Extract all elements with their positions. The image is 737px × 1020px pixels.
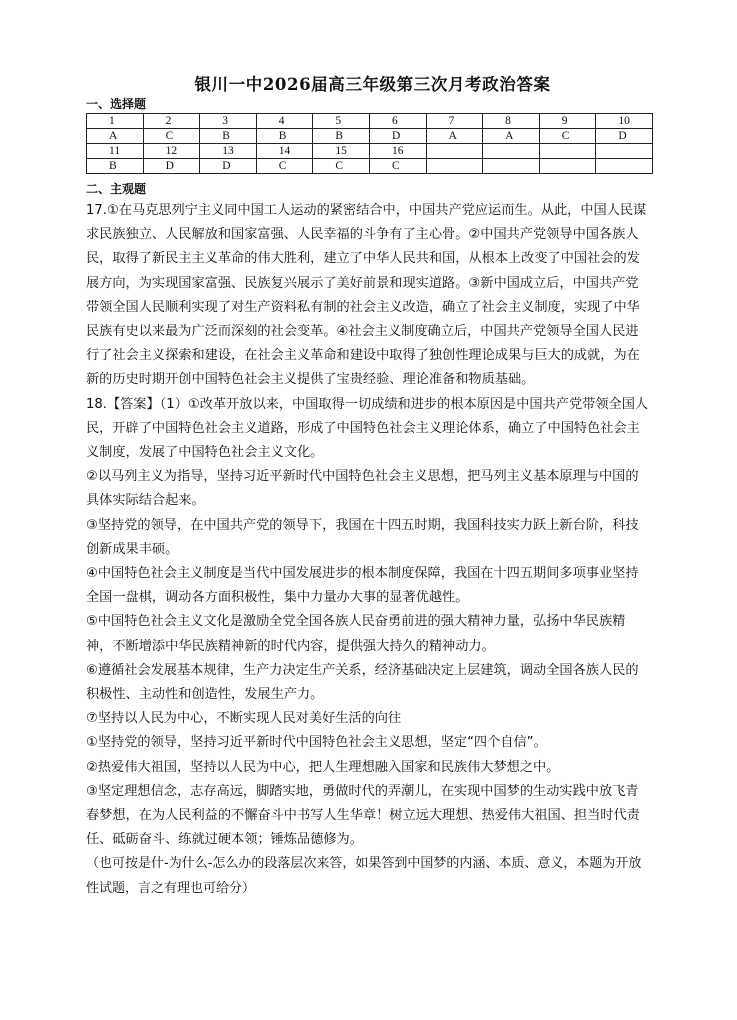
answer-table-cell: A [87, 129, 144, 144]
answer-table-cell: 7 [426, 114, 483, 129]
answer-table-cell: C [369, 159, 426, 174]
answer-table-row [87, 144, 653, 159]
answer-table-row [87, 159, 653, 174]
answer-table-cell: A [483, 129, 540, 144]
answer-table-row [87, 114, 653, 129]
answer-table-cell: 8 [483, 114, 540, 129]
answer-paragraph: ③坚持党的领导，在中国共产党的领导下，我国在十四五时期，我国科技实力跃上新台阶，科技创新成果丰硕。 [86, 517, 639, 557]
answer-table-cell: C [143, 129, 200, 144]
answer-table-cell [539, 144, 596, 159]
answer-table-cell [426, 144, 483, 159]
answer-table-cell: C [313, 159, 370, 174]
answer-table-cell [483, 159, 540, 174]
page-title: 银川一中2026届高三年级第三次月考政治答案 [194, 75, 551, 94]
answer-table-cell [426, 159, 483, 174]
section-choice-heading: 一、选择题 [86, 97, 147, 111]
answer-page [86, 74, 651, 901]
answer-table-cell: D [200, 159, 257, 174]
answer-paragraph: ①坚持党的领导，坚持习近平新时代中国特色社会主义思想，坚定“四个自信”。 [86, 735, 547, 751]
answer-table-cell: 3 [200, 114, 257, 129]
answer-paragraph: ⑤中国特色社会主义文化是激励全党全国各族人民奋勇前进的强大精神力量，弘扬中华民族精神，不断增添中华民族精神新的时代内容，提供强大持久的精神动力。 [86, 614, 626, 654]
answer-paragraph: 18.【答案】（1）①改革开放以来，中国取得一切成绩和进步的根本原因是中国共产党带领全国人民，开辟了中国特色社会主义道路，形成了中国特色社会主义理论体系，确立了中国特色社会主义制度，发展了中国特色社会主义文化。 [86, 396, 649, 461]
answer-table-cell: D [596, 129, 653, 144]
answer-table-cell: 16 [369, 144, 426, 159]
answer-table-cell: B [200, 129, 257, 144]
answer-table-cell: 13 [200, 144, 257, 159]
answer-table-cell [596, 159, 653, 174]
answer-table-cell [596, 144, 653, 159]
answer-table-cell: 10 [596, 114, 653, 129]
answer-table-cell: B [256, 129, 313, 144]
answer-table-row [87, 129, 653, 144]
answer-table-cell: B [87, 159, 144, 174]
answer-table-cell: 14 [256, 144, 313, 159]
answer-paragraph: ⑥遵循社会发展基本规律，生产力决定生产关系，经济基础决定上层建筑，调动全国各族人民的积极性、主动性和创造性，发展生产力。 [86, 662, 639, 703]
answer-table-cell: 12 [143, 144, 200, 159]
answer-paragraph: ②热爱伟大祖国，坚持以人民为中心，把人生理想融入国家和民族伟大梦想之中。 [86, 759, 560, 775]
answer-table-cell: 15 [313, 144, 370, 159]
answer-table-cell: C [539, 129, 596, 144]
answer-table-cell: 4 [256, 114, 313, 129]
answer-table-cell: 2 [143, 114, 200, 129]
answer-table-body [87, 114, 653, 174]
answer-table-cell: 11 [87, 144, 144, 159]
answer-table-cell: 9 [539, 114, 596, 129]
answer-table-cell [539, 159, 596, 174]
answer-paragraph: ④中国特色社会主义制度是当代中国发展进步的根本制度保障，我国在十四五期间多项事业坚持全国一盘棋，调动各方面积极性，集中力量办大事的显著优越性。 [86, 566, 639, 606]
answer-paragraph: ⑦坚持以人民为中心，不断实现人民对美好生活的向往 [86, 711, 402, 727]
answer-table-cell: C [256, 159, 313, 174]
answer-body [86, 199, 651, 901]
grading-note: （也可按是什-为什么-怎么办的段落层次来答，如果答到中国梦的内涵、本质、意义，本题为开放性试题，言之有理也可给分） [86, 856, 642, 896]
answer-table-cell: D [369, 129, 426, 144]
answer-paragraph: ③坚定理想信念，志存高远，脚踏实地，勇做时代的弄潮儿，在实现中国梦的生动实践中放飞青春梦想，在为人民利益的不懈奋斗中书写人生华章！树立远大理想、热爱伟大祖国、担当时代责任、砥砺奋斗、练就过硬本领；锤炼品德修为。 [86, 783, 640, 848]
answer-table-cell: 5 [313, 114, 370, 129]
answer-table-cell: 6 [369, 114, 426, 129]
answer-paragraph: ②以马列主义为指导，坚持习近平新时代中国特色社会主义思想，把马列主义基本原理与中国的具体实际结合起来。 [86, 469, 639, 509]
answer-table-cell: D [143, 159, 200, 174]
answer-paragraph: 17.①在马克思列宁主义同中国工人运动的紧密结合中，中国共产党应运而生。从此，中国人民谋求民族独立、人民解放和国家富强、人民幸福的斗争有了主心骨。②中国共产党领导中国各族人民，取得了新民主主义革命的伟大胜利，建立了中华人民共和国，从根本上改变了中国社会的发展方向，为实现国家富强、民族复兴展示了美好前景和现实道路。③新中国成立后，中国共产党带领全国人民顺利实现了对生产资料私有制的社会主义改造，确立了社会主义制度，实现了中华民族有史以来最为广泛而深刻的社会变革。④社会主义制度确立后，中国共产党领导全国人民进行了社会主义探索和建设，在社会主义革命和建设中取得了独创性理论成果与巨大的成就，为在新的历史时期开创中国特色社会主义提供了宝贵经验、理论准备和物质基础。 [86, 203, 647, 388]
answer-table-cell: 1 [87, 114, 144, 129]
answer-table-cell: A [426, 129, 483, 144]
answer-table-cell [483, 144, 540, 159]
section-subjective-heading: 二、主观题 [86, 182, 147, 196]
answer-table-cell: B [313, 129, 370, 144]
answer-table [86, 113, 653, 174]
